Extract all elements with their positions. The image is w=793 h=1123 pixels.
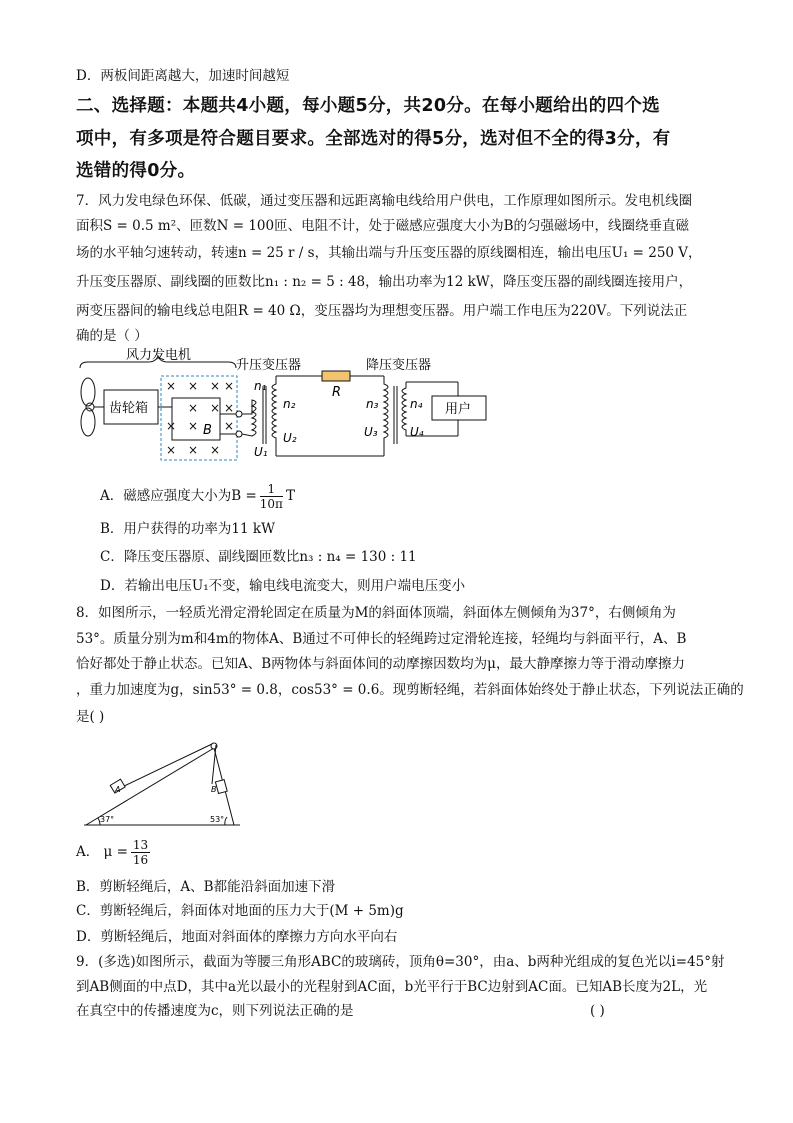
q7-a-denominator: 10π — [259, 497, 283, 511]
wind-power-circuit-figure — [76, 344, 496, 466]
q7-line2: 面积S = 0.5 m²、匝数N = 100匝、电阻不计，处于磁感应强度大小为B的匀强磁场中，线圈绕垂直磁 — [76, 218, 690, 234]
n3-label: n₃ — [366, 397, 379, 411]
svg-text:×: × — [166, 379, 177, 393]
svg-text:×: × — [166, 419, 177, 433]
generator-label: 风力发电机 — [126, 348, 192, 363]
rope-right — [212, 745, 216, 784]
q7-line4: 升压变压器原、副线圈的匝数比n₁ : n₂ = 5 : 48，输出功率为12 kW，降压变压器的副线圈连接用户， — [76, 274, 693, 290]
q8-line3: 恰好都处于静止状态。已知A、B两物体与斜面体间的动摩擦因数均为μ，最大静摩擦力等于滑动摩擦力 — [76, 656, 685, 672]
R-label: R — [332, 385, 342, 400]
q7-line3: 场的水平轴匀速转动，转速n = 25 r / s，其输出端与升压变压器的原线圈相连，输出电压U₁ = 250 V， — [76, 245, 702, 261]
q8-line1: 8．如图所示，一轻质光滑定滑轮固定在质量为M的斜面体顶端，斜面体左侧倾角为37°，右侧倾角为 — [76, 605, 676, 621]
left-slope — [86, 748, 214, 825]
q8-option-c: C．剪断轻绳后，斜面体对地面的压力大于(M + 5m)g — [76, 903, 404, 919]
q7-line5: 两变压器间的输电线总电阻R = 40 Ω，变压器均为理想变压器。用户端工作电压为220V。下列说法正 — [76, 303, 688, 319]
q8-line4: ，重力加速度为g，sin53° = 0.8，cos53° = 0.6。现剪断轻绳，若斜面体始终处于静止状态，下列说法正确的 — [76, 682, 744, 698]
U3-label: U₃ — [364, 425, 378, 439]
incline-pulley-figure — [84, 738, 244, 830]
rope-left — [120, 744, 212, 788]
q7-option-a — [100, 482, 295, 511]
block-A-label: A — [115, 785, 121, 794]
svg-text:×: × — [224, 379, 235, 393]
svg-text:×: × — [210, 401, 221, 415]
stepdown-primary-coil — [384, 376, 388, 456]
stepup-primary-coil — [242, 400, 256, 436]
U4-label: U₄ — [410, 425, 424, 439]
q7-line1: 7．风力发电绿色环保、低碳，通过变压器和远距离输电线给用户供电，工作原理如图所示。发电机线圈 — [76, 193, 693, 209]
user-label: 用户 — [445, 402, 472, 417]
stepdown-label: 降压变压器 — [366, 358, 432, 373]
q7-a-fraction — [260, 482, 283, 511]
q8-line5: 是( ) — [76, 709, 105, 725]
section-heading-line1: 二、选择题：本题共4小题，每小题5分，共20分。在每小题给出的四个选 — [76, 96, 660, 116]
q7-a-unit: T — [285, 488, 295, 504]
U1-label: U₁ — [254, 445, 268, 459]
angle-37-label: 37° — [100, 815, 115, 824]
q7-option-d: D．若输出电压U₁不变，输电线电流变大，则用户端电压变小 — [100, 578, 466, 594]
q8-line2: 53°。质量分别为m和4m的物体A、B通过不可伸长的轻绳跨过定滑轮连接，轻绳均与斜面平行，A、B — [76, 631, 687, 647]
q9-line1: 9．(多选)如图所示，截面为等腰三角形ABC的玻璃砖，顶角θ=30°，由a、b两种光组成的复色光以i=45°射 — [76, 954, 725, 970]
q8-a-denominator: 16 — [132, 853, 149, 867]
svg-text:×: × — [188, 419, 199, 433]
q8-option-a — [76, 838, 153, 867]
q8-option-d: D．剪断轻绳后，地面对斜面体的摩擦力方向水平向右 — [76, 929, 398, 945]
q9-line3: 在真空中的传播速度为c，则下列说法正确的是 — [76, 1003, 354, 1019]
n4-label: n₄ — [410, 397, 423, 411]
gearbox-label: 齿轮箱 — [109, 401, 149, 416]
block-B — [215, 780, 227, 794]
n2-label: n₂ — [283, 397, 296, 411]
field-B-label: B — [203, 423, 212, 438]
svg-text:×: × — [210, 443, 221, 457]
q7-line6: 确的是（ ） — [76, 328, 148, 344]
q8-a-text: A． μ = — [76, 844, 128, 860]
stepdown-secondary-coil — [402, 382, 406, 436]
svg-text:×: × — [166, 443, 177, 457]
angle-53-label: 53° — [210, 815, 225, 824]
svg-text:×: × — [210, 379, 221, 393]
q8-a-fraction — [131, 838, 150, 867]
U2-label: U₂ — [283, 431, 297, 445]
q7-a-text: A．磁感应强度大小为B = — [100, 488, 257, 504]
q9-line2: 到AB侧面的中点D，其中a光以最小的光程射到AC面，b光平行于BC边射到AC面。已知AB长度为2L，光 — [76, 979, 708, 995]
resistor-R — [322, 371, 350, 381]
q7-a-numerator: 1 — [260, 482, 283, 497]
svg-text:×: × — [188, 443, 199, 457]
section-heading-line3: 选错的得0分。 — [76, 161, 196, 181]
field-crosses — [166, 379, 234, 457]
svg-text:×: × — [224, 419, 235, 433]
section-heading-line2: 项中，有多项是符合题目要求。全部选对的得5分，选对但不全的得3分，有 — [76, 129, 671, 149]
line-option-d-prev: D．两板间距离越大，加速时间越短 — [76, 68, 290, 84]
svg-text:×: × — [188, 379, 199, 393]
q8-a-numerator: 13 — [132, 838, 149, 852]
svg-text:×: × — [188, 401, 199, 415]
stepup-secondary-coil — [272, 376, 276, 456]
propeller-icon — [81, 378, 95, 406]
q7-option-b: B．用户获得的功率为11 kW — [100, 521, 275, 537]
svg-text:×: × — [224, 401, 235, 415]
block-B-label: B — [211, 785, 217, 794]
q8-option-b: B．剪断轻绳后，A、B都能沿斜面加速下滑 — [76, 879, 336, 895]
q9-answer-bracket: ( ) — [590, 1003, 605, 1019]
stepup-label: 升压变压器 — [236, 358, 302, 373]
n1-label: n₁ — [254, 379, 267, 393]
q7-option-c: C．降压变压器原、副线圈匝数比n₃ : n₄ = 130 : 11 — [100, 549, 417, 565]
